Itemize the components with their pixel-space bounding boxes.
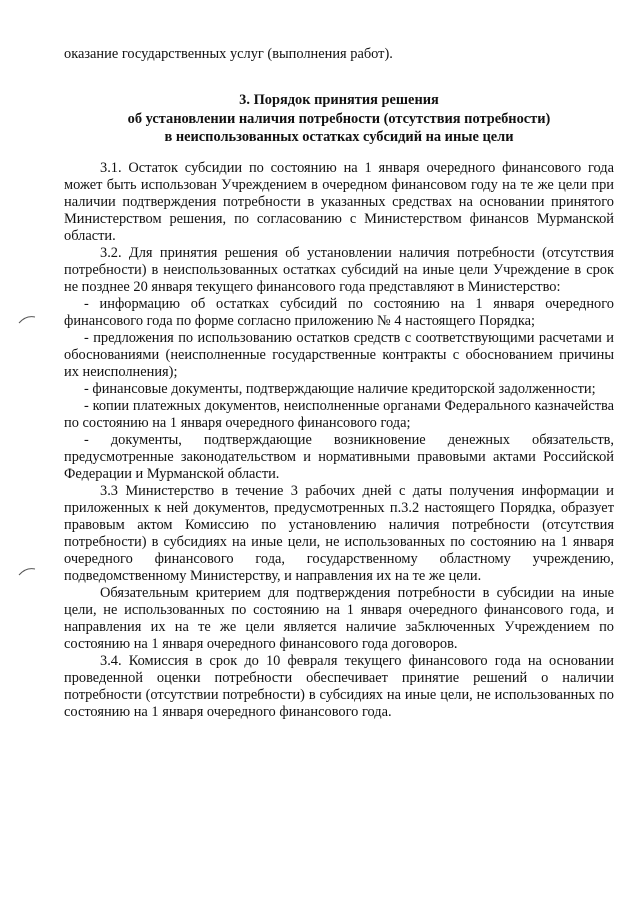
section-body [64, 160, 614, 721]
list-item: - информацию об остатках субсидий по состоянию на 1 января очередного финансового года по форме согласно приложению № 4 настоящего Порядка; [64, 296, 614, 329]
section-title-line-3: в неиспользованных остатках субсидий на иные цели [164, 129, 514, 145]
paragraph-3-1: 3.1. Остаток субсидии по состоянию на 1 января очередного финансового года может быть использован Учреждением в очередном финансовом году на те же цели при наличии подтверждения потребности в указанных средствах на основании принятого Министерством решения, по согласованию с Министерством финансов Мурманской области. [64, 160, 614, 244]
list-item: - копии платежных документов, неисполненные органами Федерального казначейства по состоянию на 1 января очередного финансового года; [64, 398, 614, 431]
continuation-line: оказание государственных услуг (выполнения работ). [64, 46, 393, 62]
list-item: - финансовые документы, подтверждающие наличие кредиторской задолженности; [84, 381, 596, 397]
paragraph-criterion: Обязательным критерием для подтверждения потребности в субсидии на иные цели, не использованных по состоянию на 1 января очередного финансового года, и направления их на те же цели является наличие за5ключенных Учреждением по состоянию на 1 января очередного финансового года договоров. [64, 585, 614, 652]
section-heading [64, 91, 614, 147]
paragraph-3-2: 3.2. Для принятия решения об установлении наличия потребности (отсутствия потребности) в неиспользованных остатках субсидий на иные цели Учреждение в срок не позднее 20 января текущего финансового года представляют в Министерство: [64, 245, 614, 295]
list-item: - предложения по использованию остатков средств с соответствующими расчетами и обоснованиями (неисполненные государственные контракты с обоснованием причины их неисполнения); [64, 330, 614, 380]
margin-scan-mark [18, 314, 36, 324]
section-title-line-2: об установлении наличия потребности (отсутствия потребности) [127, 110, 551, 127]
list-item: - документы, подтверждающие возникновение денежных обязательств, предусмотренные законодательством и нормативными правовыми актами Российской Федерации и Мурманской области. [64, 432, 614, 482]
paragraph-3-4: 3.4. Комиссия в срок до 10 февраля текущего финансового года на основании проведенной оценки потребности обеспечивает принятие решений о наличии потребности (отсутствии потребности) в субсидиях на иные цели, не использованных по состоянию на 1 января очередного финансового года. [64, 653, 614, 720]
paragraph-3-3: 3.3 Министерство в течение 3 рабочих дней с даты получения информации и приложенных к ней документов, предусмотренных п.3.2 настоящего Порядка, образует правовым актом Комиссию по установлению наличия потребности (отсутствия потребности) в субсидиях на иные цели, не использованных по состоянию на 1 января очередного финансового года, государственному областному учреждению, подведомственному Министерству, и направления их на те же цели. [64, 483, 614, 584]
margin-scan-mark [18, 566, 36, 576]
section-title-line-1: 3. Порядок принятия решения [239, 92, 439, 108]
